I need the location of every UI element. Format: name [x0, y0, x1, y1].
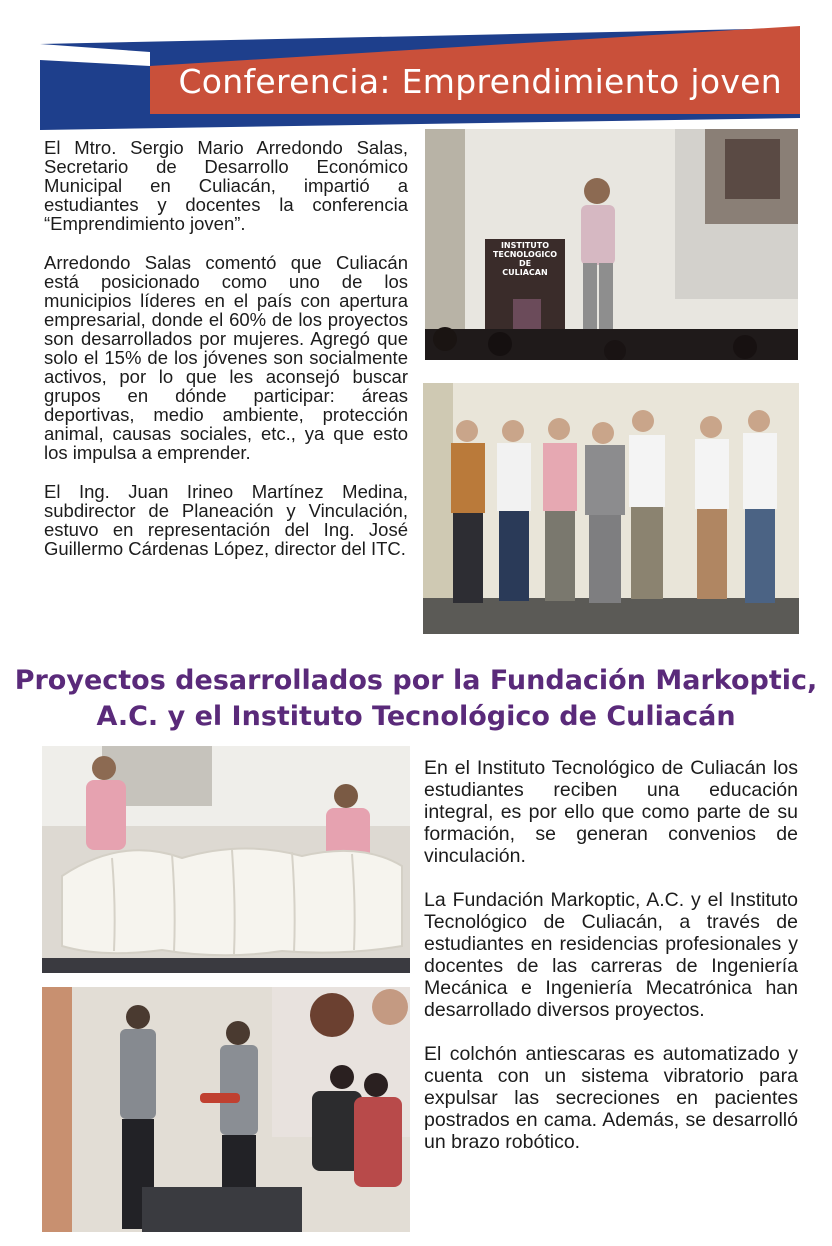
- section2-title-line1: Proyectos desarrollados por la Fundación Markoptic,: [14, 665, 818, 696]
- header-banner: [0, 0, 832, 140]
- section2-title: [0, 663, 832, 735]
- banner-title: Conferencia: Emprendimiento joven: [178, 62, 782, 101]
- photo-group: [423, 383, 799, 634]
- section1-paragraph-3: El Ing. Juan Irineo Martínez Medina, subdirector de Planeación y Vinculación, estuvo en representación del Ing. José Guillermo Cárdenas López, director del ITC.: [44, 481, 408, 559]
- photo-mattress: [42, 746, 410, 973]
- section2-paragraph-2: La Fundación Markoptic, A.C. y el Instituto Tecnológico de Culiacán, a través de estudiantes en residencias profesionales y docentes de las carreras de Ingeniería Mecánica e Ingeniería Mecatrónica han desarrollado diversos proyectos.: [424, 889, 798, 1021]
- podium-sign-line: TECNOLOGICO DE: [492, 250, 558, 268]
- section1-paragraph-1: El Mtro. Sergio Mario Arredondo Salas, Secretario de Desarrollo Económico Municipal en Culiacán, impartió a estudiantes y docentes la conferencia “Emprendimiento joven”.: [44, 137, 408, 234]
- podium-sign-line: INSTITUTO: [500, 241, 550, 250]
- section2-text: [424, 757, 798, 1173]
- section2-title-line2: A.C. y el Instituto Tecnológico de Culiacán: [96, 701, 736, 732]
- photo-speaker-podium: [425, 129, 798, 360]
- section2-paragraph-1: En el Instituto Tecnológico de Culiacán los estudiantes reciben una educación integral, es por ello que como parte de su formación, se generan convenios de vinculación.: [424, 757, 798, 867]
- podium-sign: [489, 241, 561, 277]
- section2-paragraph-3: El colchón antiescaras es automatizado y cuenta con un sistema vibratorio para expulsar las secreciones en pacientes postrados en cama. Además, se desarrolló un brazo robótico.: [424, 1043, 798, 1153]
- section1-text: [44, 138, 408, 578]
- section1-paragraph-2: Arredondo Salas comentó que Culiacán está posicionado como uno de los municipios líderes en el país con apertura empresarial, donde el 60% de los proyectos son desarrollados por mujeres. Agregó que solo el 15% de los jóvenes son socialmente activos, por lo que les aconsejó buscar grupos en dónde participar: áreas deportivas, medio ambiente, protección animal, causas sociales, etc., ya que esto los impulsa a emprender.: [44, 252, 408, 463]
- podium-sign-line: CULIACAN: [502, 268, 548, 277]
- photo-robotic-arm: [42, 987, 410, 1232]
